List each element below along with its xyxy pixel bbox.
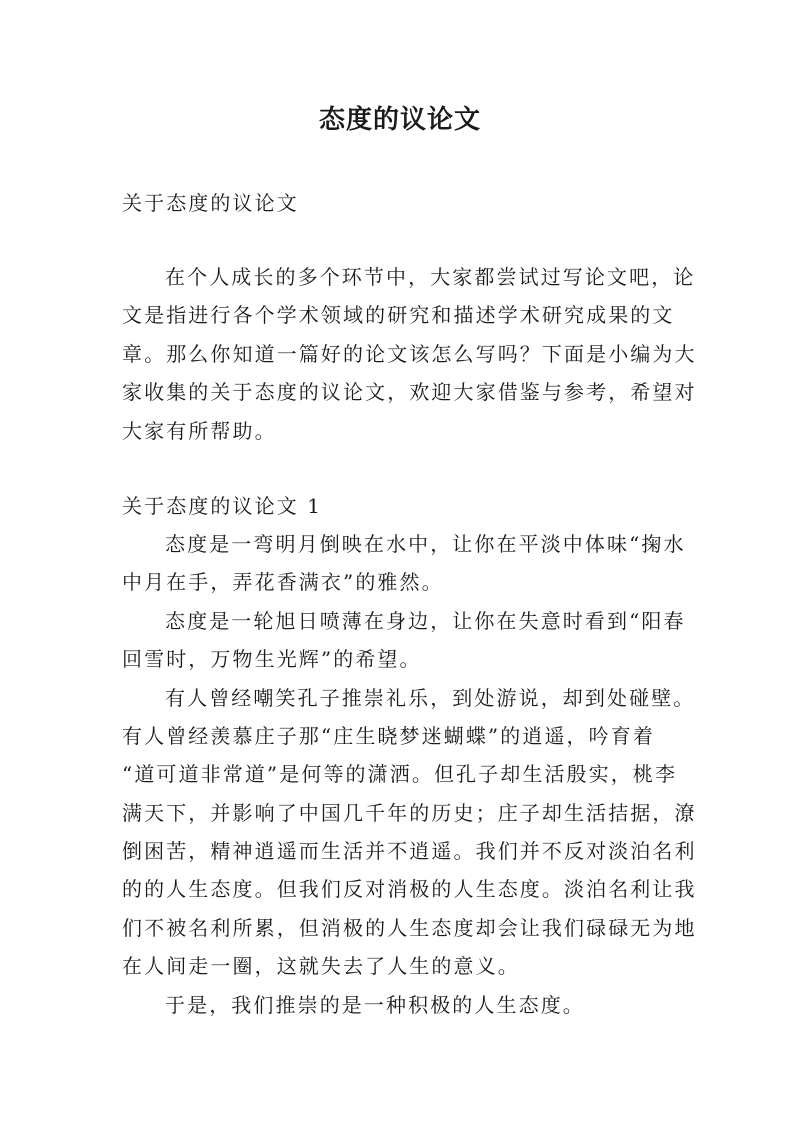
paragraph-line: 的的人生态度。但我们反对消极的人生态度。淡泊名利让我 bbox=[122, 877, 697, 901]
document-title: 态度的议论文 bbox=[318, 105, 481, 135]
paragraph-line: 态度是一弯明月倒映在水中，让你在平淡中体味“掬水 bbox=[165, 532, 686, 556]
paragraph-line: 倒困苦，精神逍遥而生活并不逍遥。我们并不反对淡泊名利 bbox=[122, 839, 697, 863]
intro-heading: 关于态度的议论文 bbox=[122, 191, 299, 215]
paragraph-line: “道可道非常道”是何等的潇洒。但孔子却生活殷实，桃李 bbox=[122, 762, 678, 786]
paragraph-line: 在人间走一圈，这就失去了人生的意义。 bbox=[122, 954, 520, 978]
paragraph-line: 有人曾经羡慕庄子那“庄生晓梦迷蝴蝶”的逍遥，吟育着 bbox=[122, 724, 655, 748]
paragraph-line: 回雪时，万物生光辉”的希望。 bbox=[122, 647, 422, 671]
paragraph-line: 中月在手，弄花香满衣”的雅然。 bbox=[122, 570, 444, 594]
intro-line: 家收集的关于态度的议论文，欢迎大家借鉴与参考，希望对 bbox=[122, 380, 697, 404]
paragraph-line: 们不被名利所累，但消极的人生态度却会让我们碌碌无为地 bbox=[122, 916, 697, 940]
intro-line: 文是指进行各个学术领域的研究和描述学术研究成果的文 bbox=[122, 303, 675, 327]
section-heading: 关于态度的议论文 1 bbox=[122, 494, 323, 518]
intro-line: 在个人成长的多个环节中，大家都尝试过写论文吧，论 bbox=[165, 265, 696, 289]
paragraph-line: 有人曾经嘲笑孔子推崇礼乐，到处游说，却到处碰壁。 bbox=[165, 686, 696, 710]
paragraph-line: 于是，我们推崇的是一种积极的人生态度。 bbox=[165, 993, 585, 1017]
paragraph-line: 态度是一轮旭日喷薄在身边，让你在失意时看到“阳春 bbox=[165, 609, 686, 633]
paragraph-line: 满天下，并影响了中国几千年的历史；庄子却生活拮据，潦 bbox=[122, 801, 697, 825]
intro-line: 章。那么你知道一篇好的论文该怎么写吗？下面是小编为大 bbox=[122, 342, 697, 366]
intro-line: 大家有所帮助。 bbox=[122, 419, 277, 443]
